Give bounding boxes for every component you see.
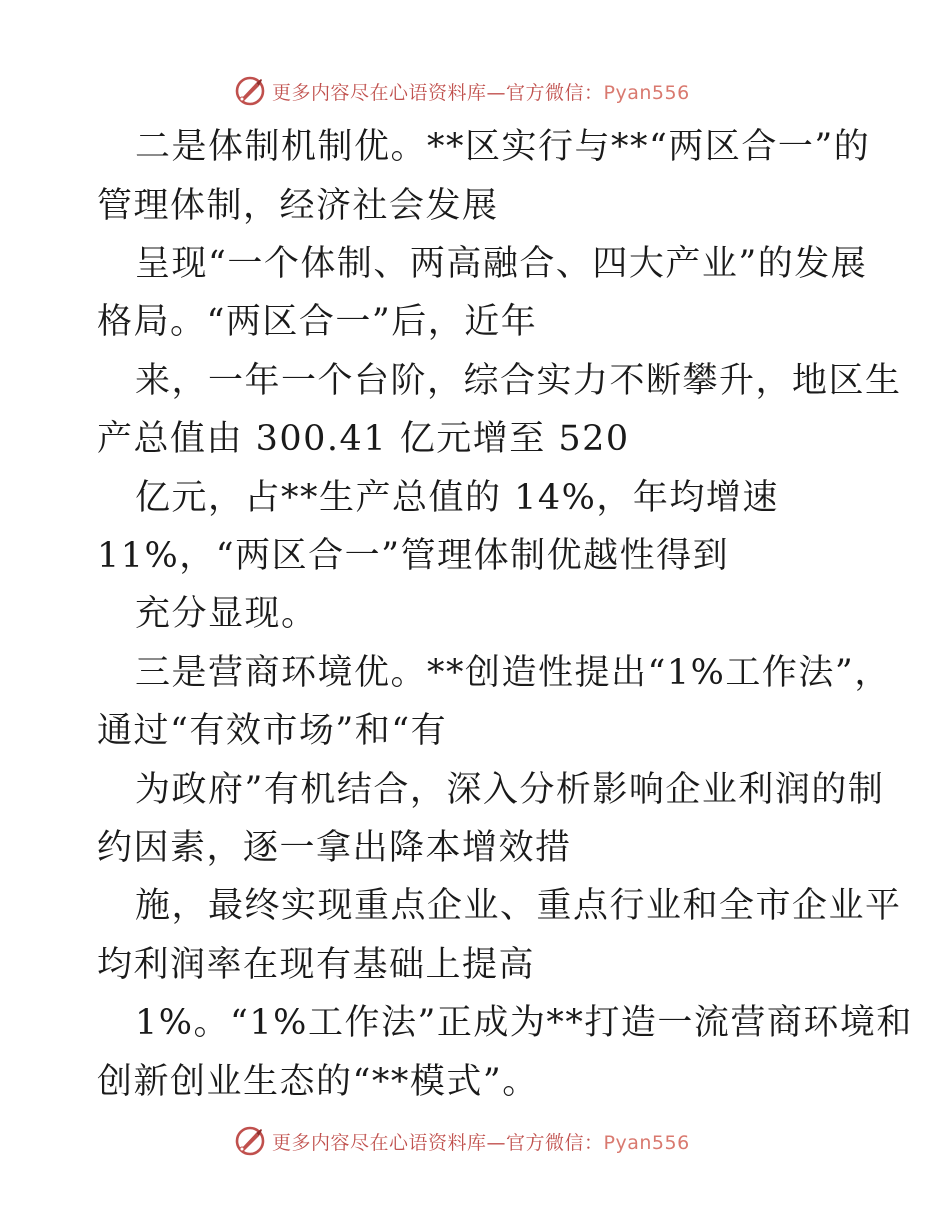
paragraph-line: 二是体制机制优。**区实行与**“两区合一”的	[135, 127, 871, 167]
paragraph-line: 均利润率在现有基础上提高	[97, 945, 536, 985]
quill-pen-logo-icon	[234, 1125, 266, 1157]
watermark-text: 更多内容尽在心语资料库—官方微信：Pyan556	[272, 1131, 690, 1154]
paragraph-line: 为政府”有机结合，深入分析影响企业利润的制	[135, 770, 885, 810]
header-watermark	[234, 74, 690, 108]
paragraph-line: 约因素，逐一拿出降本增效措	[97, 828, 572, 868]
paragraph-line: 亿元，占**生产总值的 14%，年均增速	[135, 478, 779, 518]
paragraph-line: 格局。“两区合一”后，近年	[97, 302, 538, 342]
paragraph-line: 1%。“1%工作法”正成为**打造一流营商环境和	[135, 1003, 913, 1043]
quill-pen-logo-icon	[234, 75, 266, 107]
footer-watermark	[234, 1124, 690, 1158]
paragraph-line: 管理体制，经济社会发展	[97, 186, 499, 226]
paragraph-line: 充分显现。	[135, 594, 318, 634]
paragraph-line: 施，最终实现重点企业、重点行业和全市企业平	[135, 886, 902, 926]
paragraph-line: 三是营商环境优。**创造性提出“1%工作法”，	[135, 653, 891, 693]
paragraph-line: 呈现“一个体制、两高融合、四大产业”的发展	[135, 244, 868, 284]
paragraph-line: 11%，“两区合一”管理体制优越性得到	[97, 536, 730, 576]
paragraph-line: 来，一年一个台阶，综合实力不断攀升，地区生	[135, 361, 902, 401]
paragraph-line: 产总值由 300.41 亿元增至 520	[97, 419, 630, 459]
paragraph-line: 创新创业生态的“**模式”。	[97, 1062, 539, 1102]
watermark-text: 更多内容尽在心语资料库—官方微信：Pyan556	[272, 81, 690, 104]
paragraph-line: 通过“有效市场”和“有	[97, 711, 448, 751]
